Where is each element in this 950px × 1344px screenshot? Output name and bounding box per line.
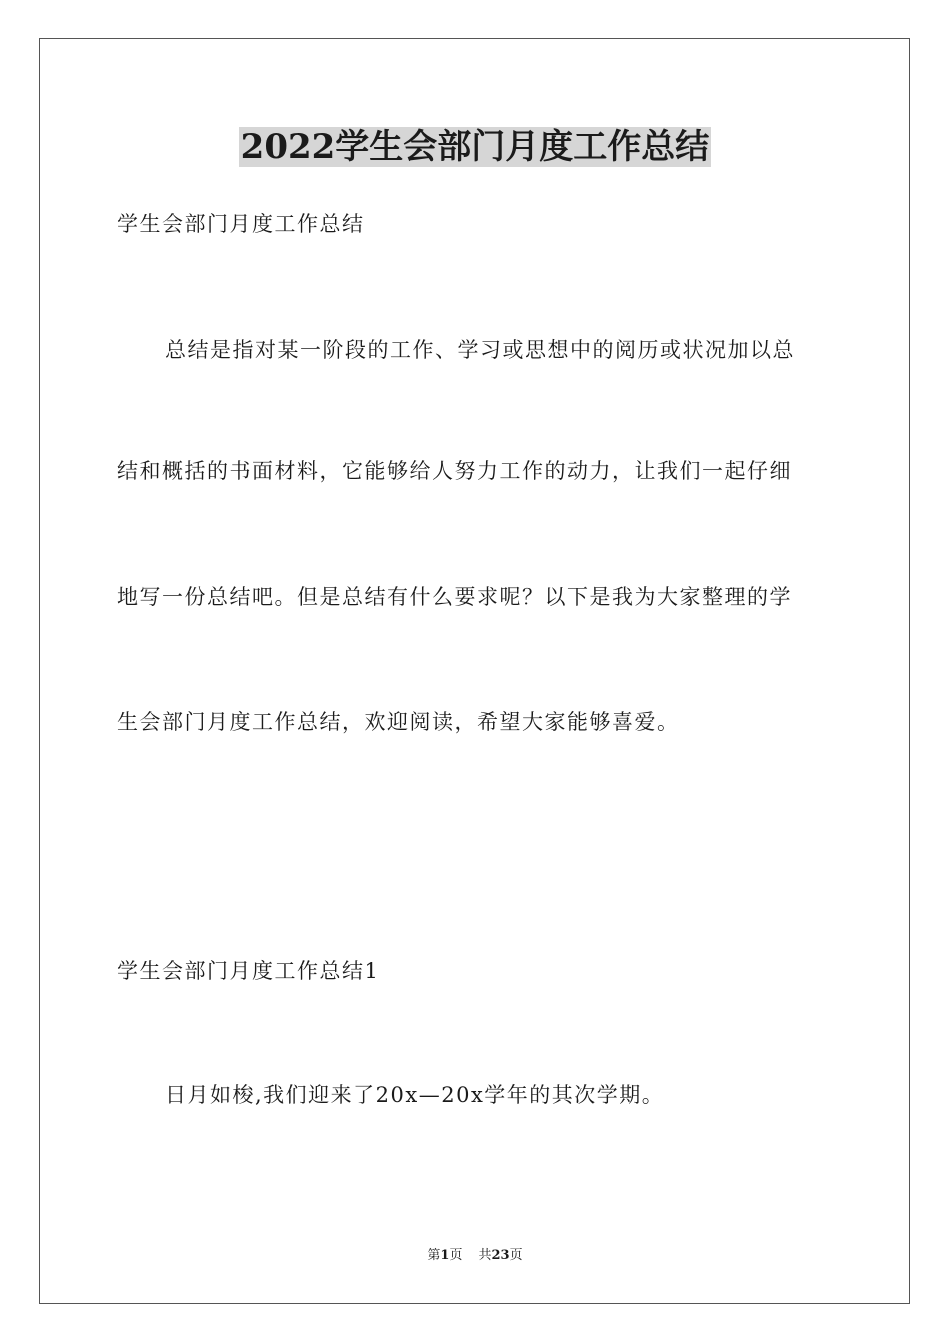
intro-line-4: 生会部门月度工作总结，欢迎阅读，希望大家能够喜爱。 [117, 710, 680, 734]
page-footer [0, 1247, 950, 1265]
total-label-suffix: 页 [509, 1248, 523, 1263]
intro-line-3: 地写一份总结吧。但是总结有什么要求呢？以下是我为大家整理的学 [117, 585, 792, 609]
document-subtitle: 学生会部门月度工作总结 [117, 212, 365, 236]
page-number: 1 [440, 1248, 450, 1263]
document-title [0, 124, 950, 170]
document-title-text: 2022学生会部门月度工作总结 [240, 127, 710, 167]
total-pages: 23 [491, 1248, 510, 1263]
section-heading: 学生会部门月度工作总结1 [117, 959, 380, 983]
section-first-line: 日月如梭,我们迎来了20x—20x学年的其次学期。 [165, 1083, 665, 1107]
intro-line-2: 结和概括的书面材料，它能够给人努力工作的动力，让我们一起仔细 [117, 459, 792, 483]
page-label-suffix: 页 [449, 1248, 463, 1263]
intro-line-1: 总结是指对某一阶段的工作、学习或思想中的阅历或状况加以总 [165, 338, 795, 362]
page-label-prefix: 第 [427, 1248, 441, 1263]
total-label-prefix: 共 [478, 1248, 492, 1263]
